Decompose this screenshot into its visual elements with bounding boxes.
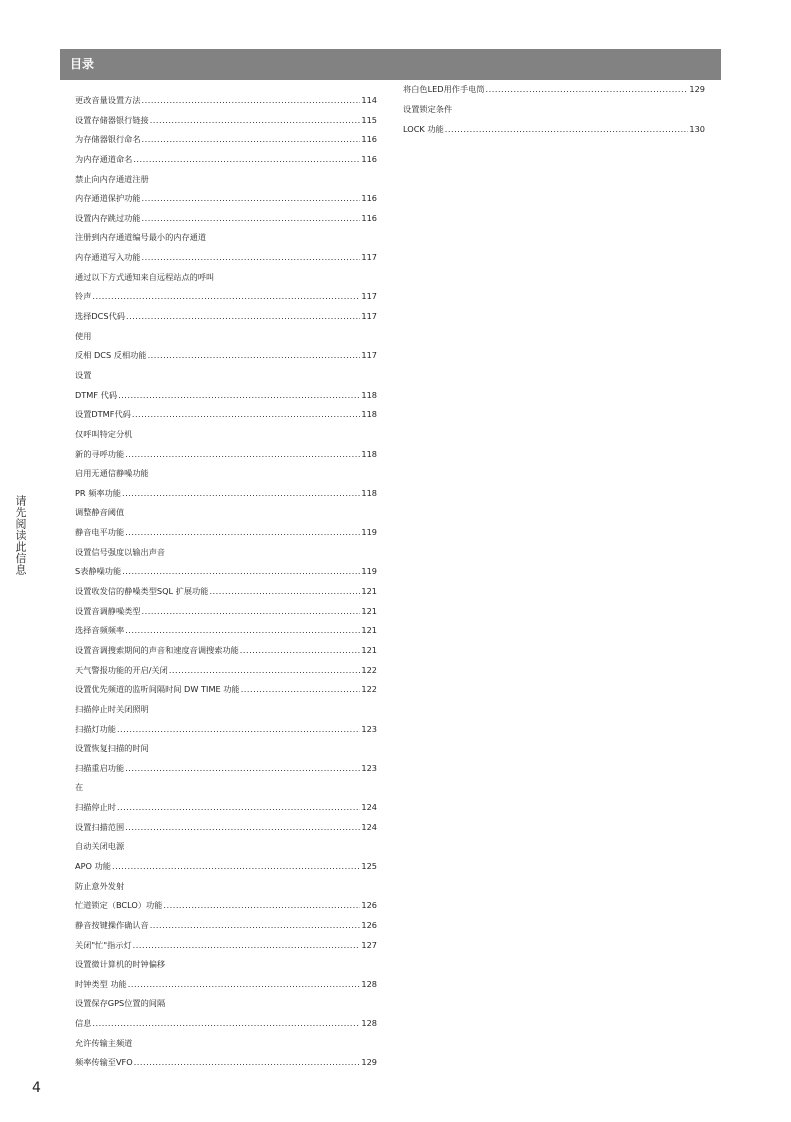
- toc-entry[interactable]: [75, 759, 377, 779]
- toc-entry-page: 116: [361, 212, 377, 223]
- toc-entry-page: 117: [361, 252, 377, 263]
- toc-entry[interactable]: [75, 562, 377, 582]
- toc-entry-title: 铃声: [75, 291, 92, 302]
- toc-dot-leader: [150, 111, 361, 131]
- toc-entry[interactable]: [403, 120, 705, 140]
- toc-entry[interactable]: [75, 248, 377, 268]
- toc-entry-title: 通过以下方式通知来自远程站点的呼叫: [75, 271, 215, 282]
- toc-dot-leader: [142, 602, 361, 622]
- toc-left-column: [75, 91, 377, 1073]
- toc-entry-title: 自动关闭电源: [75, 841, 125, 852]
- toc-entry[interactable]: [75, 209, 377, 229]
- toc-entry-title: 在: [75, 782, 84, 793]
- toc-entry-page: 129: [361, 1057, 377, 1068]
- toc-header-bar: [60, 49, 721, 80]
- toc-entry[interactable]: [75, 170, 377, 190]
- toc-entry-title: 信息: [75, 1018, 92, 1029]
- toc-entry-title: 忙道锁定（BCLO）功能: [75, 900, 163, 911]
- toc-entry-page: 118: [361, 409, 377, 420]
- toc-entry-title: 选择DCS代码: [75, 311, 125, 322]
- toc-dot-leader: [125, 523, 360, 543]
- toc-entry-title: 内存通道保护功能: [75, 193, 141, 204]
- toc-entry-page: 117: [361, 311, 377, 322]
- toc-title: 目录: [70, 57, 95, 71]
- toc-entry-title: DTMF 代码: [75, 389, 118, 400]
- toc-dot-leader: [125, 445, 360, 465]
- toc-entry-title: 设置收发信的静噪类型SQL 扩展功能: [75, 586, 209, 597]
- toc-entry-page: 119: [361, 527, 377, 538]
- toc-entry-title: 设置微计算机的时钟偏移: [75, 959, 166, 970]
- toc-entry[interactable]: [75, 896, 377, 916]
- toc-dot-leader: [445, 120, 689, 140]
- toc-dot-leader: [125, 818, 360, 838]
- toc-entry-title: 设置优先频道的监听间隔时间 DW TIME 功能: [75, 684, 240, 695]
- toc-entry-title: 调整静音阈值: [75, 507, 125, 518]
- toc-entry[interactable]: [75, 778, 377, 798]
- toc-entry-title: 设置信号强度以输出声音: [75, 546, 166, 557]
- toc-entry-page: 116: [361, 134, 377, 145]
- toc-entry[interactable]: [75, 130, 377, 150]
- toc-entry-page: 124: [361, 821, 377, 832]
- toc-entry-title: 扫描重启功能: [75, 762, 125, 773]
- toc-entry[interactable]: [75, 366, 377, 386]
- toc-entry[interactable]: [75, 464, 377, 484]
- toc-entry-page: 121: [361, 625, 377, 636]
- toc-dot-leader: [118, 386, 360, 406]
- toc-entry[interactable]: [75, 936, 377, 956]
- toc-entry-page: 122: [361, 684, 377, 695]
- toc-entry[interactable]: [75, 661, 377, 681]
- toc-entry[interactable]: [75, 523, 377, 543]
- toc-entry-title: 静音按键操作确认音: [75, 919, 149, 930]
- toc-entry-title: LOCK 功能: [403, 123, 444, 134]
- toc-entry-title: 扫描灯功能: [75, 723, 116, 734]
- toc-entry[interactable]: [75, 975, 377, 995]
- toc-entry-title: 更改音量设置方法: [75, 95, 141, 105]
- toc-dot-leader: [117, 798, 360, 818]
- toc-dot-leader: [133, 150, 360, 170]
- toc-entry[interactable]: [75, 268, 377, 288]
- toc-entry[interactable]: [75, 91, 377, 111]
- toc-dot-leader: [163, 896, 360, 916]
- toc-entry-title: 频率传输至VFO: [75, 1057, 133, 1068]
- toc-entry-page: 116: [361, 193, 377, 204]
- toc-entry-page: 114: [361, 95, 377, 105]
- toc-entry-title: 设置扫描范围: [75, 821, 125, 832]
- toc-entry[interactable]: [75, 503, 377, 523]
- toc-entry-page: 116: [361, 153, 377, 164]
- toc-entry-title: 静音电平功能: [75, 527, 125, 538]
- toc-entry-title: APO 功能: [75, 860, 111, 871]
- toc-entry[interactable]: [75, 543, 377, 563]
- toc-entry[interactable]: [403, 80, 705, 100]
- toc-entry-title: 反相 DCS 反相功能: [75, 350, 147, 361]
- toc-entry[interactable]: [75, 425, 377, 445]
- toc-entry[interactable]: [75, 386, 377, 406]
- toc-entry-title: 防止意外发射: [75, 880, 125, 891]
- toc-dot-leader: [240, 641, 361, 661]
- side-tab-label: 请先阅读此信息: [14, 495, 27, 576]
- toc-entry[interactable]: [75, 1053, 377, 1073]
- toc-entry-page: 117: [361, 350, 377, 361]
- toc-entry[interactable]: [75, 1014, 377, 1034]
- toc-entry[interactable]: [75, 955, 377, 975]
- toc-entry-page: 123: [361, 723, 377, 734]
- toc-entry-title: 关闭"忙"指示灯: [75, 939, 132, 950]
- toc-entry[interactable]: [75, 228, 377, 248]
- toc-dot-leader: [126, 307, 360, 327]
- toc-right-column: [403, 80, 705, 139]
- toc-entry-title: 扫描停止时: [75, 802, 116, 813]
- toc-dot-leader: [92, 1014, 360, 1034]
- toc-dot-leader: [133, 936, 361, 956]
- toc-entry[interactable]: [75, 994, 377, 1014]
- toc-entry-page: 119: [361, 566, 377, 577]
- toc-entry[interactable]: [75, 484, 377, 504]
- toc-entry-title: 设置音调搜索期间的声音和速度音调搜索功能: [75, 644, 239, 655]
- toc-entry-title: 设置存储器银行链接: [75, 114, 149, 125]
- toc-entry-page: 128: [361, 1018, 377, 1029]
- toc-entry[interactable]: [75, 405, 377, 425]
- toc-dot-leader: [209, 582, 360, 602]
- toc-entry-page: 126: [361, 900, 377, 911]
- toc-dot-leader: [142, 209, 361, 229]
- toc-entry[interactable]: [75, 287, 377, 307]
- toc-entry-title: 启用无通信静噪功能: [75, 468, 149, 479]
- toc-dot-leader: [486, 80, 689, 100]
- toc-entry-title: 使用: [75, 330, 92, 341]
- toc-dot-leader: [122, 484, 360, 504]
- toc-entry-page: 129: [689, 84, 705, 94]
- toc-entry-title: 天气警报功能的开启/关闭: [75, 664, 168, 675]
- toc-dot-leader: [142, 130, 361, 150]
- toc-dot-leader: [92, 287, 360, 307]
- page-number: 4: [32, 1080, 41, 1096]
- toc-entry[interactable]: [75, 150, 377, 170]
- toc-entry-title: 内存通道写入功能: [75, 252, 141, 263]
- toc-entry[interactable]: [75, 720, 377, 740]
- toc-entry-title: 新的寻呼功能: [75, 448, 125, 459]
- toc-entry[interactable]: [75, 307, 377, 327]
- toc-entry[interactable]: [75, 700, 377, 720]
- toc-entry-title: 设置恢复扫描的时间: [75, 743, 149, 754]
- toc-entry-title: 扫描停止时关闭照明: [75, 703, 149, 714]
- toc-entry-title: 设置锁定条件: [403, 103, 453, 114]
- toc-entry-title: 仅呼叫特定分机: [75, 428, 133, 439]
- toc-entry-page: 115: [361, 114, 377, 125]
- toc-entry-title: 设置DTMF代码: [75, 409, 131, 420]
- toc-entry[interactable]: [75, 327, 377, 347]
- toc-entry-page: 118: [361, 448, 377, 459]
- toc-entry-page: 121: [361, 644, 377, 655]
- toc-entry-title: 禁止向内存通道注册: [75, 173, 149, 184]
- toc-entry-page: 118: [361, 389, 377, 400]
- toc-entry-title: 设置保存GPS位置的间隔: [75, 998, 166, 1009]
- toc-dot-leader: [150, 916, 361, 936]
- toc-entry[interactable]: [75, 602, 377, 622]
- toc-entry-title: 设置音调静噪类型: [75, 605, 141, 616]
- toc-entry-page: 117: [361, 291, 377, 302]
- toc-entry[interactable]: [75, 1034, 377, 1054]
- toc-dot-leader: [125, 759, 360, 779]
- toc-entry[interactable]: [75, 621, 377, 641]
- toc-dot-leader: [134, 1053, 361, 1073]
- toc-entry[interactable]: [75, 582, 377, 602]
- toc-entry[interactable]: [75, 798, 377, 818]
- toc-entry-page: 121: [361, 605, 377, 616]
- toc-entry[interactable]: [75, 641, 377, 661]
- toc-dot-leader: [148, 346, 361, 366]
- toc-entry[interactable]: [75, 837, 377, 857]
- toc-entry[interactable]: [403, 100, 705, 120]
- toc-dot-leader: [241, 680, 361, 700]
- toc-dot-leader: [142, 248, 361, 268]
- toc-dot-leader: [122, 562, 360, 582]
- toc-entry-title: 允许传输主频道: [75, 1037, 133, 1048]
- toc-dot-leader: [142, 91, 361, 111]
- toc-entry-title: 设置内存跳过功能: [75, 212, 141, 223]
- toc-entry[interactable]: [75, 680, 377, 700]
- toc-entry[interactable]: [75, 445, 377, 465]
- toc-entry-page: 126: [361, 919, 377, 930]
- toc-entry[interactable]: [75, 818, 377, 838]
- toc-entry[interactable]: [75, 739, 377, 759]
- toc-entry-page: 124: [361, 802, 377, 813]
- toc-entry[interactable]: [75, 916, 377, 936]
- toc-entry-title: 为内存通道命名: [75, 153, 133, 164]
- toc-entry-title: 设置: [75, 369, 92, 380]
- toc-entry-page: 118: [361, 487, 377, 498]
- toc-entry-title: 时钟类型 功能: [75, 978, 127, 989]
- toc-entry-title: PR 频率功能: [75, 487, 121, 498]
- toc-dot-leader: [128, 975, 361, 995]
- toc-entry-page: 123: [361, 762, 377, 773]
- toc-entry-page: 121: [361, 586, 377, 597]
- toc-entry-page: 127: [361, 939, 377, 950]
- toc-entry-title: 注册到内存通道编号最小的内存通道: [75, 232, 207, 243]
- toc-entry[interactable]: [75, 189, 377, 209]
- toc-entry[interactable]: [75, 877, 377, 897]
- toc-entry-title: 将白色LED用作手电筒: [403, 84, 485, 94]
- toc-entry-title: 选择音频频率: [75, 625, 125, 636]
- toc-entry-title: 为存储器银行命名: [75, 134, 141, 145]
- toc-entry-page: 130: [689, 123, 705, 134]
- toc-dot-leader: [112, 857, 360, 877]
- toc-entry-page: 125: [361, 860, 377, 871]
- toc-entry-page: 122: [361, 664, 377, 675]
- toc-entry[interactable]: [75, 346, 377, 366]
- toc-entry-page: 128: [361, 978, 377, 989]
- toc-entry[interactable]: [75, 857, 377, 877]
- toc-dot-leader: [142, 189, 361, 209]
- toc-dot-leader: [169, 661, 361, 681]
- toc-dot-leader: [125, 621, 360, 641]
- toc-entry-title: S表静噪功能: [75, 566, 122, 577]
- toc-dot-leader: [132, 405, 361, 425]
- toc-entry[interactable]: [75, 111, 377, 131]
- toc-dot-leader: [117, 720, 360, 740]
